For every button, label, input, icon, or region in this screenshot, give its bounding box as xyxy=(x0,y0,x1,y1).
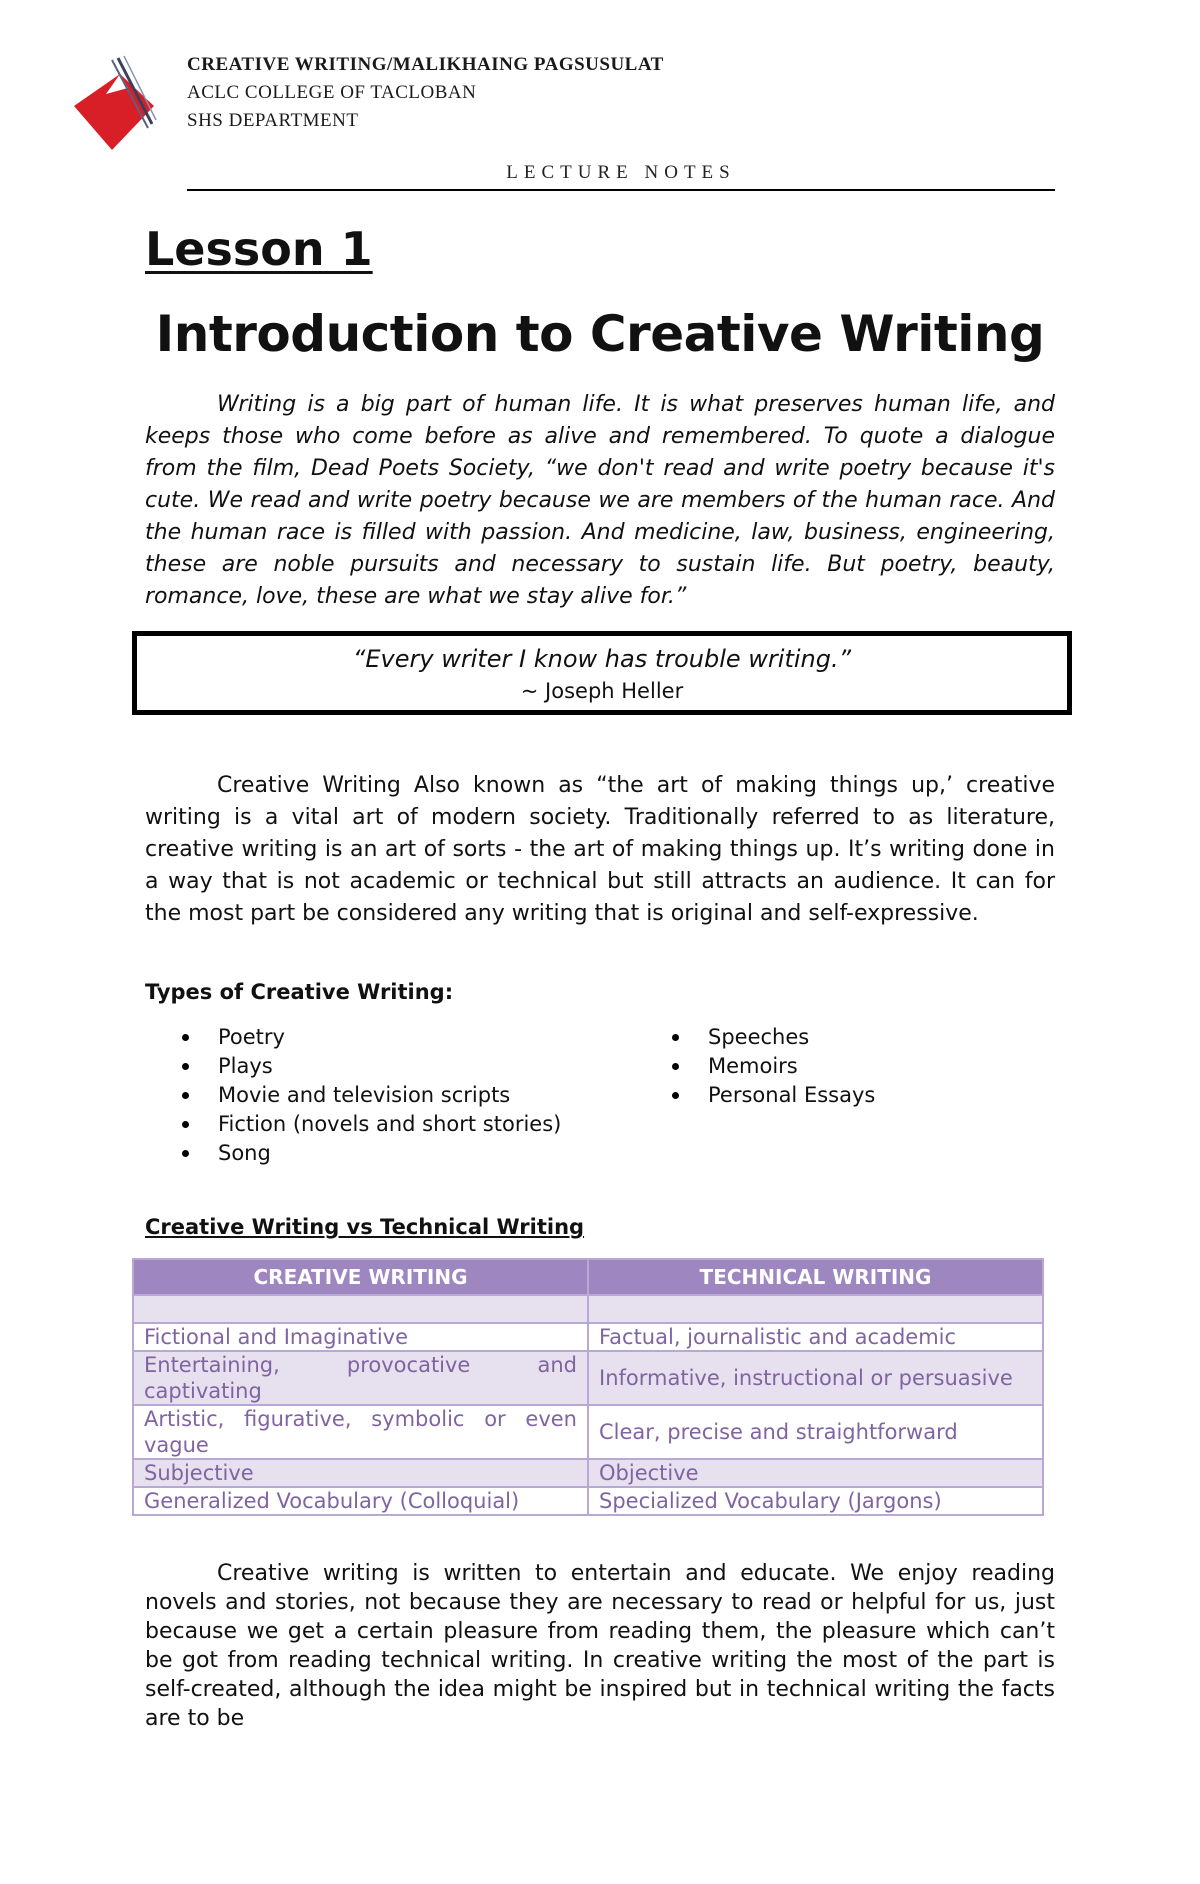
types-list-left xyxy=(182,1023,561,1168)
list-item: Song xyxy=(182,1139,561,1168)
types-heading: Types of Creative Writing: xyxy=(145,980,454,1004)
table-header-row xyxy=(133,1259,1043,1295)
table-cell: Clear, precise and straightforward xyxy=(588,1405,1043,1459)
list-item: Fiction (novels and short stories) xyxy=(182,1110,561,1139)
comparison-table xyxy=(132,1258,1044,1516)
school-name: ACLC COLLEGE OF TACLOBAN xyxy=(187,82,477,103)
school-logo xyxy=(66,54,166,154)
list-item: Movie and television scripts xyxy=(182,1081,561,1110)
table-row xyxy=(133,1405,1043,1459)
list-item: Plays xyxy=(182,1052,561,1081)
table-row xyxy=(133,1295,1043,1323)
list-item: Speeches xyxy=(672,1023,875,1052)
table-cell xyxy=(588,1295,1043,1323)
course-title: CREATIVE WRITING/MALIKHAING PAGSUSULAT xyxy=(187,54,664,75)
closing-paragraph: Creative writing is written to entertain and educate. We enjoy reading novels and stories, not because they are necessary to read or helpful for us, just because we get a certain pleasure from reading them, the pleasure which can’t be got from reading technical writing. In creative writing the most of the part is self-created, although the idea might be inspired but in technical writing the facts are to be xyxy=(145,1561,1055,1731)
table-row xyxy=(133,1487,1043,1515)
table-row xyxy=(133,1323,1043,1351)
quote-author: ~ Joseph Heller xyxy=(520,679,684,703)
header-divider xyxy=(187,189,1055,191)
table-row xyxy=(133,1351,1043,1405)
table-cell: Entertaining, provocative and captivating xyxy=(133,1351,588,1405)
comparison-heading: Creative Writing vs Technical Writing xyxy=(145,1215,585,1239)
section-label: LECTURE NOTES xyxy=(506,162,736,183)
table-row xyxy=(133,1459,1043,1487)
table-cell: Fictional and Imaginative xyxy=(133,1323,588,1351)
table-cell: Informative, instructional or persuasive xyxy=(588,1351,1043,1405)
table-cell: Objective xyxy=(588,1459,1043,1487)
table-cell: Subjective xyxy=(133,1459,588,1487)
list-item: Personal Essays xyxy=(672,1081,875,1110)
table-cell xyxy=(133,1295,588,1323)
table-cell: Factual, journalistic and academic xyxy=(588,1323,1043,1351)
intro-paragraph: Writing is a big part of human life. It is what preserves human life, and keeps those who come before as alive and remembered. To quote a dialogue from the film, Dead Poets Society, “we don't read and write poetry because it's cute. We read and write poetry because we are members of the human race. And the human race is filled with passion. And medicine, law, business, engineering, these are noble pursuits and necessary to sustain life. But poetry, beauty, romance, love, these are what we stay alive for.” xyxy=(145,392,1055,609)
table-cell: Generalized Vocabulary (Colloquial) xyxy=(133,1487,588,1515)
table-cell: Artistic, figurative, symbolic or even vague xyxy=(133,1405,588,1459)
column-header-technical: TECHNICAL WRITING xyxy=(588,1259,1043,1295)
list-item: Memoirs xyxy=(672,1052,875,1081)
quote-text: “Every writer I know has trouble writing.” xyxy=(352,645,852,673)
lesson-title: Introduction to Creative Writing xyxy=(155,305,1045,363)
quote-box xyxy=(132,631,1072,715)
types-list-right xyxy=(672,1023,875,1110)
department-name: SHS DEPARTMENT xyxy=(187,110,359,131)
column-header-creative: CREATIVE WRITING xyxy=(133,1259,588,1295)
list-item: Poetry xyxy=(182,1023,561,1052)
table-cell: Specialized Vocabulary (Jargons) xyxy=(588,1487,1043,1515)
definition-paragraph: Creative Writing Also known as “the art of making things up,’ creative writing is a vital art of modern society. Traditionally referred to as literature, creative writing is an art of sorts - the art of making things up. It’s writing done in a way that is not academic or technical but still attracts an audience. It can for the most part be considered any writing that is original and self-expressive. xyxy=(145,773,1055,926)
lesson-number: Lesson 1 xyxy=(145,222,373,276)
